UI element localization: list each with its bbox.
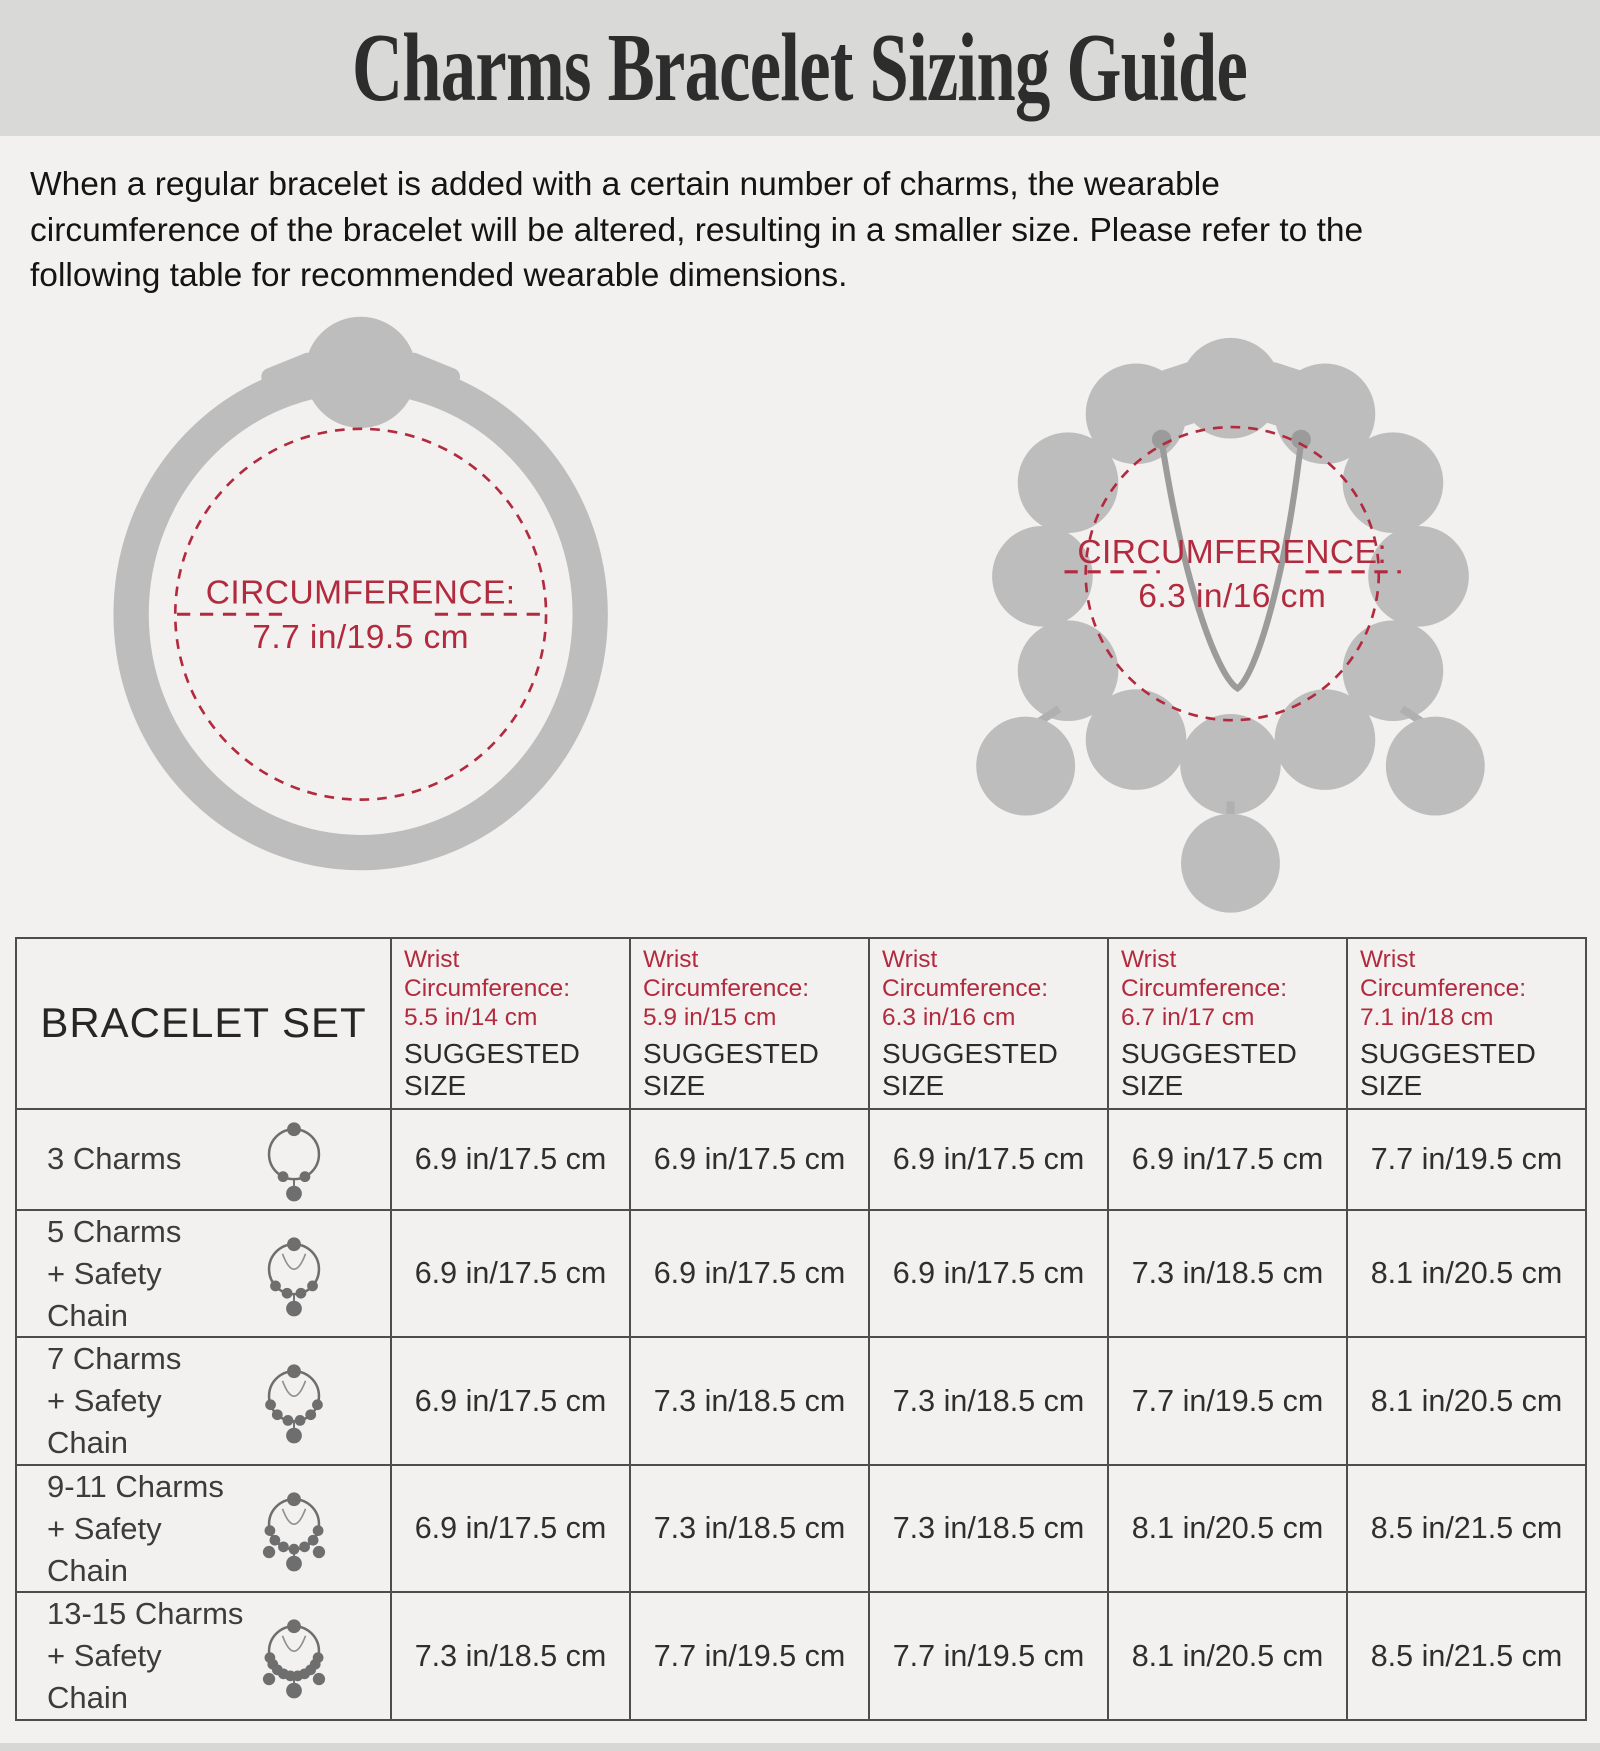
- size-cell: 8.1 in/20.5 cm: [1108, 1592, 1347, 1720]
- page-title: Charms Bracelet Sizing Guide: [352, 14, 1248, 122]
- size-cell: 8.1 in/20.5 cm: [1347, 1337, 1586, 1465]
- dangle-charm-icon: [1386, 716, 1485, 815]
- size-cell: 6.9 in/17.5 cm: [391, 1210, 630, 1338]
- size-cell: 6.9 in/17.5 cm: [1108, 1109, 1347, 1210]
- circumference-label: CIRCUMFERENCE:: [205, 574, 516, 612]
- table-row: [16, 1337, 1586, 1465]
- wrist-circumference-label: Wrist Circumference:: [404, 945, 571, 1003]
- circumference-label: CIRCUMFERENCE:: [1077, 533, 1388, 571]
- wrist-circumference-value: 6.3 in/16 cm: [882, 1004, 1016, 1032]
- size-cell: 7.7 in/19.5 cm: [630, 1592, 869, 1720]
- suggested-size-label: SUGGESTED SIZE: [882, 1037, 1058, 1101]
- column-header-wrist-7-1: [1347, 938, 1586, 1109]
- size-cell: 7.3 in/18.5 cm: [869, 1337, 1108, 1465]
- bottom-divider: [0, 1743, 1600, 1751]
- title-band: [0, 0, 1600, 136]
- row-label-cell: [16, 1109, 391, 1210]
- circumference-value: 6.3 in/16 cm: [1138, 577, 1327, 615]
- table-row: [16, 1465, 1586, 1593]
- wrist-circumference-label: Wrist Circumference:: [882, 945, 1049, 1003]
- column-header-wrist-5-9: [630, 938, 869, 1109]
- dangle-charm-icon: [1181, 813, 1280, 912]
- size-cell: 7.3 in/18.5 cm: [630, 1337, 869, 1465]
- charms-bracelet-illustration: [895, 307, 1566, 925]
- dangle-charm-icon: [976, 716, 1075, 815]
- table-row: [16, 1210, 1586, 1338]
- row-label-line2: + Safety Chain: [47, 1255, 162, 1333]
- wrist-circumference-value: 7.1 in/18 cm: [1360, 1004, 1494, 1032]
- wrist-circumference-label: Wrist Circumference:: [1121, 945, 1288, 1003]
- size-cell: 6.9 in/17.5 cm: [869, 1109, 1108, 1210]
- size-cell: 7.3 in/18.5 cm: [869, 1465, 1108, 1593]
- intro-line: When a regular bracelet is added with a certain number of charms, the wearable: [30, 166, 1220, 203]
- row-label-cell: [16, 1592, 391, 1720]
- intro-paragraph: [0, 136, 1600, 301]
- size-cell: 7.3 in/18.5 cm: [1108, 1210, 1347, 1338]
- wrist-circumference-value: 6.7 in/17 cm: [1121, 1004, 1255, 1032]
- wrist-circumference-value: 5.5 in/14 cm: [404, 1004, 538, 1032]
- row-label-line1: 7 Charms: [47, 1341, 182, 1377]
- size-cell: 7.7 in/19.5 cm: [869, 1592, 1108, 1720]
- size-cell: 8.5 in/21.5 cm: [1347, 1592, 1586, 1720]
- sizing-table-section: [0, 927, 1600, 1721]
- suggested-size-label: SUGGESTED SIZE: [643, 1037, 819, 1101]
- size-cell: 6.9 in/17.5 cm: [869, 1210, 1108, 1338]
- bracelet-9-11-charms-safety-chain-icon: [246, 1481, 342, 1577]
- size-cell: 8.5 in/21.5 cm: [1347, 1465, 1586, 1593]
- wrist-circumference-label: Wrist Circumference:: [643, 945, 810, 1003]
- size-cell: 6.9 in/17.5 cm: [391, 1109, 630, 1210]
- bracelet-5-charms-safety-chain-icon: [246, 1226, 342, 1322]
- row-label-line2: + Safety Chain: [47, 1510, 162, 1588]
- intro-line: circumference of the bracelet will be altered, resulting in a smaller size. Please refer to the: [30, 211, 1364, 249]
- table-header-row: [16, 938, 1586, 1109]
- size-cell: 6.9 in/17.5 cm: [391, 1337, 630, 1465]
- bracelet-13-15-charms-safety-chain-icon: [246, 1608, 342, 1704]
- row-label-cell: [16, 1337, 391, 1465]
- suggested-size-label: SUGGESTED SIZE: [1360, 1037, 1536, 1101]
- suggested-size-label: SUGGESTED SIZE: [1121, 1037, 1297, 1101]
- row-label-cell: [16, 1210, 391, 1338]
- column-header-wrist-6-3: [869, 938, 1108, 1109]
- row-label-line2: + Safety Chain: [47, 1638, 162, 1716]
- size-cell: 7.3 in/18.5 cm: [391, 1592, 630, 1720]
- row-label-line1: 5 Charms: [47, 1213, 182, 1249]
- column-header-bracelet-set: BRACELET SET: [16, 938, 391, 1109]
- sizing-table: [15, 937, 1587, 1721]
- column-header-wrist-5-5: [391, 938, 630, 1109]
- column-header-wrist-6-7: [1108, 938, 1347, 1109]
- suggested-size-label: SUGGESTED SIZE: [404, 1037, 580, 1101]
- size-cell: 6.9 in/17.5 cm: [630, 1109, 869, 1210]
- bracelet-diagrams: [0, 301, 1600, 927]
- row-label-line2: + Safety Chain: [47, 1383, 162, 1461]
- row-label-line1: 3 Charms: [47, 1141, 182, 1177]
- clasp-icon: [305, 316, 416, 427]
- table-row: [16, 1592, 1586, 1720]
- size-cell: 8.1 in/20.5 cm: [1347, 1210, 1586, 1338]
- row-label-line1: 13-15 Charms: [47, 1596, 244, 1632]
- size-cell: 8.1 in/20.5 cm: [1108, 1465, 1347, 1593]
- table-row: [16, 1109, 1586, 1210]
- bracelet-7-charms-safety-chain-icon: [246, 1353, 342, 1449]
- size-cell: 7.7 in/19.5 cm: [1347, 1109, 1586, 1210]
- size-cell: 7.7 in/19.5 cm: [1108, 1337, 1347, 1465]
- row-label-cell: [16, 1465, 391, 1593]
- plain-bracelet-illustration: [34, 307, 705, 925]
- wrist-circumference-label: Wrist Circumference:: [1360, 945, 1527, 1003]
- bracelet-3-charms-icon: [246, 1111, 342, 1207]
- size-cell: 7.3 in/18.5 cm: [630, 1465, 869, 1593]
- circumference-value: 7.7 in/19.5 cm: [252, 618, 470, 656]
- row-label-line1: 9-11 Charms: [47, 1468, 224, 1504]
- size-cell: 6.9 in/17.5 cm: [630, 1210, 869, 1338]
- wrist-circumference-value: 5.9 in/15 cm: [643, 1004, 777, 1032]
- intro-line: following table for recommended wearable dimensions.: [30, 257, 848, 295]
- size-cell: 6.9 in/17.5 cm: [391, 1465, 630, 1593]
